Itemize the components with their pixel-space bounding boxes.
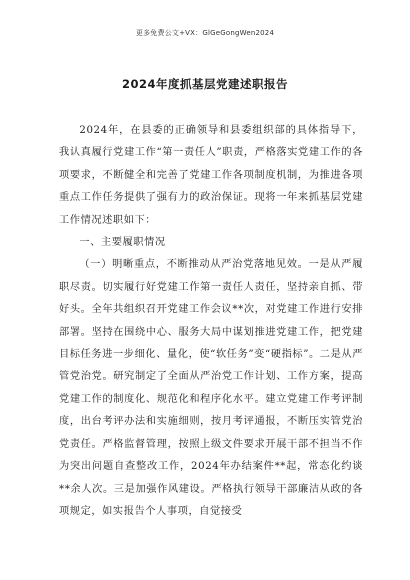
section-heading: 一、主要履职情况 xyxy=(79,237,166,249)
paragraph-subsection-1: （一）明晰重点，不断推动从严治党落地见效。一是从严履职尽责。切实履行好党建工作第一责任人责任，坚持亲自抓、带好头。全年共组织召开党建工作会议**次，对党建工作进行安排部署。坚持在围绕中心、服务大局中谋划推进党建工作，把党建目标任务进一步细化、量化，使“软任务”变“硬指标”。二是从严管党治党。研究制定了全面从严治党工作计划、工作方案，提高党建工作的制度化、规范化和程序化水平。建立党建工作考评制度，出台考评办法和实施细则，按月考评通报，不断压实管党治党责任。严格监督管理，按照上级文件要求开展干部不担当不作为突出问题自查整改工作，2024年办结案件**起，常态化约谈**余人次。三是加强作风建设。严格执行领导干部廉洁从政的各项规定，如实报告个人事项，自觉接受 xyxy=(59,259,363,517)
document-title: 2024年度抓基层党建述职报告 xyxy=(121,77,288,91)
document-body xyxy=(59,120,363,523)
header-note: 更多免费公文+VX：GlGeGongWen2024 xyxy=(135,29,275,37)
paragraph-intro: 2024年，在县委的正确领导和县委组织部的具体指导下，我认真履行党建工作“第一责任人”职责，严格落实党建工作的各项要求，不断健全和完善了党建工作各项制度机制，为推进各项重点工作任务提供了强有力的政治保证。现将一年来抓基层党建工作情况述职如下： xyxy=(59,125,363,226)
